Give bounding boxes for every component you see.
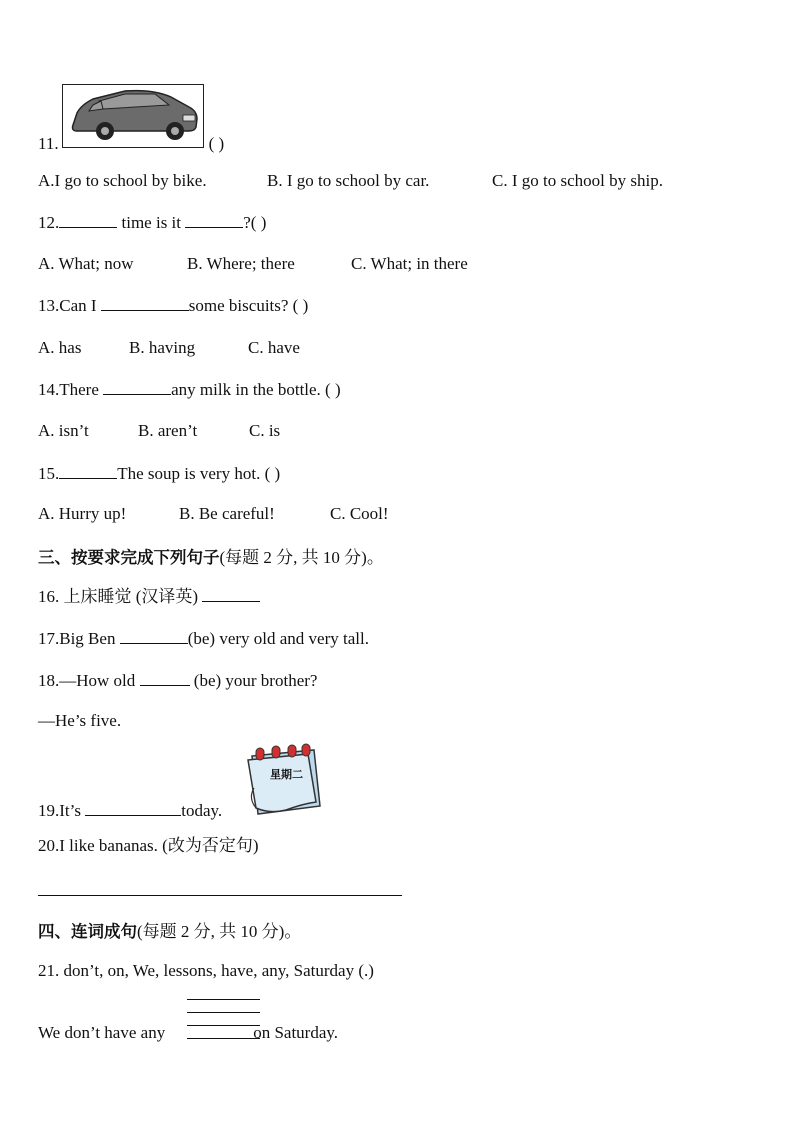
blank[interactable] <box>140 669 190 686</box>
question-text: 18.—How old <box>38 671 136 690</box>
blank[interactable] <box>85 799 181 816</box>
question-21 <box>38 960 374 982</box>
question-16 <box>38 585 260 608</box>
options-13 <box>38 337 300 359</box>
option-c: C. I go to school by ship. <box>492 171 663 190</box>
question-text: 13.Can I <box>38 296 97 315</box>
option-b: B. aren’t <box>138 421 198 440</box>
section-subtitle: (每题 2 分, 共 10 分)。 <box>219 548 384 567</box>
option-b: B. I go to school by car. <box>267 171 430 190</box>
option-b: B. Where; there <box>187 254 295 273</box>
option-a: A. isn’t <box>38 421 89 440</box>
answer-line[interactable] <box>38 895 402 896</box>
blank[interactable] <box>101 294 189 311</box>
blank[interactable] <box>103 378 171 395</box>
option-b: B. Be careful! <box>179 504 275 523</box>
section-title: 四、连词成句 <box>38 922 137 941</box>
answer-paren: ( ) <box>208 134 225 153</box>
question-text: 14.There <box>38 380 99 399</box>
question-19 <box>38 799 222 822</box>
answer-line[interactable] <box>187 1012 260 1013</box>
answer-line[interactable] <box>187 999 260 1000</box>
answer-18 <box>38 710 121 732</box>
options-14 <box>38 420 280 442</box>
question-text: today. <box>181 801 223 820</box>
question-text: 20.I like bananas. (改为否定句) <box>38 836 259 855</box>
option-c: C. What; in there <box>351 254 468 273</box>
section-subtitle: (每题 2 分, 共 10 分)。 <box>137 922 302 941</box>
question-text: 15. <box>38 464 60 483</box>
options-11 <box>38 170 663 192</box>
question-text: The soup is very hot. ( ) <box>117 464 281 483</box>
option-c: C. have <box>248 338 300 357</box>
question-text: 21. don’t, on, We, lessons, have, any, Saturday (.) <box>38 961 374 980</box>
question-20 <box>38 835 258 857</box>
option-a: A.I go to school by bike. <box>38 171 207 190</box>
answer-paren: ?( ) <box>243 213 267 232</box>
question-12 <box>38 211 266 234</box>
calendar-icon <box>242 742 324 818</box>
option-b: B. having <box>129 338 196 357</box>
question-text: some biscuits? ( ) <box>188 296 309 315</box>
question-13 <box>38 294 308 317</box>
question-text: 19.It’s <box>38 801 81 820</box>
option-a: A. Hurry up! <box>38 504 127 523</box>
section-title: 三、按要求完成下列句子 <box>38 548 220 567</box>
question-number: 12. <box>38 213 60 232</box>
question-17 <box>38 627 369 650</box>
option-c: C. Cool! <box>330 504 389 523</box>
question-18 <box>38 669 317 692</box>
answer-21 <box>38 1022 338 1044</box>
option-a: A. has <box>38 338 82 357</box>
question-11 <box>38 133 224 155</box>
question-text: time is it <box>121 213 181 232</box>
answer-text: —He’s five. <box>38 711 122 730</box>
blank[interactable] <box>202 585 260 602</box>
question-text: any milk in the bottle. ( ) <box>171 380 341 399</box>
blank[interactable] <box>185 211 243 228</box>
question-15 <box>38 462 280 485</box>
option-a: A. What; now <box>38 254 134 273</box>
calendar-text: 星期二 <box>270 768 303 781</box>
question-text: (be) very old and very tall. <box>187 629 369 648</box>
question-14 <box>38 378 341 401</box>
options-12 <box>38 253 468 275</box>
blank[interactable] <box>59 211 117 228</box>
answer-text: on Saturday. <box>253 1023 339 1042</box>
calendar-image <box>242 742 324 818</box>
question-text: 16. 上床睡觉 (汉译英) <box>38 587 199 606</box>
options-15 <box>38 503 389 525</box>
question-text: (be) your brother? <box>193 671 318 690</box>
option-c: C. is <box>249 421 281 440</box>
blank[interactable] <box>59 462 117 479</box>
answer-text: We don’t have any <box>38 1023 166 1042</box>
blank[interactable] <box>120 627 188 644</box>
question-number: 11. <box>38 134 59 153</box>
question-text: 17.Big Ben <box>38 629 116 648</box>
section-heading <box>38 543 384 568</box>
section-heading <box>38 917 301 942</box>
